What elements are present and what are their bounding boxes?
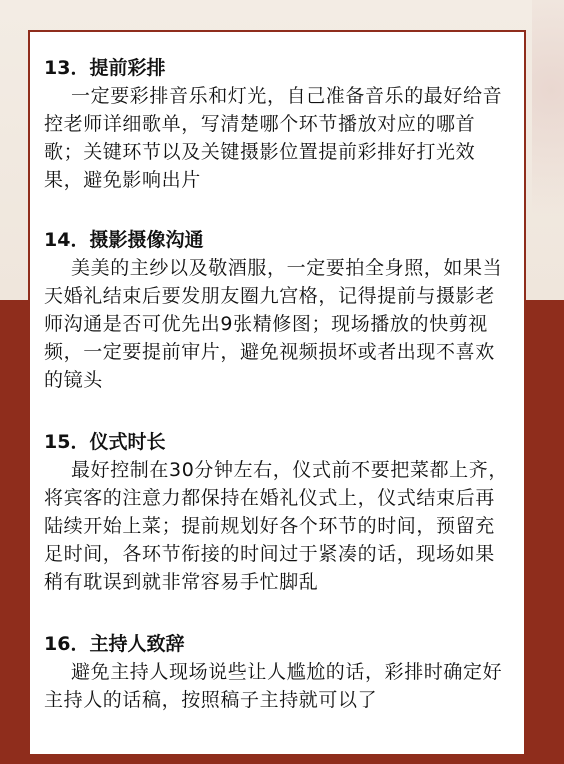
section-15 [44,430,514,596]
section-body: 避免主持人现场说些让人尴尬的话，彩排时确定好主持人的话稿，按照稿子主持就可以了 [44,661,503,711]
section-body: 一定要彩排音乐和灯光，自己准备音乐的最好给音控老师详细歌单，写清楚哪个环节播放对应的哪首歌；关键环节以及关键摄影位置提前彩排好打光效果，避免影响出片 [44,85,503,191]
section-title: 16．主持人致辞 [44,633,185,655]
section-13 [44,56,514,194]
section-16 [44,632,514,714]
section-body: 最好控制在30分钟左右，仪式前不要把菜都上齐，将宾客的注意力都保持在婚礼仪式上，仪式结束后再陆续开始上菜；提前规划好各个环节的时间，预留充足时间，各环节衔接的时间过于紧凑的话，现场如果稍有耽误到就非常容易手忙脚乱 [44,459,508,593]
section-title: 13．提前彩排 [44,57,166,79]
section-title: 15．仪式时长 [44,431,166,453]
floral-decoration [532,0,564,300]
section-14 [44,228,514,394]
section-body: 美美的主纱以及敬酒服，一定要拍全身照，如果当天婚礼结束后要发朋友圈九宫格，记得提前与摄影老师沟通是否可优先出9张精修图；现场播放的快剪视频，一定要提前审片，避免视频损坏或者出现不喜欢的镜头 [44,257,503,391]
section-title: 14．摄影摄像沟通 [44,229,204,251]
content-card [28,30,526,756]
